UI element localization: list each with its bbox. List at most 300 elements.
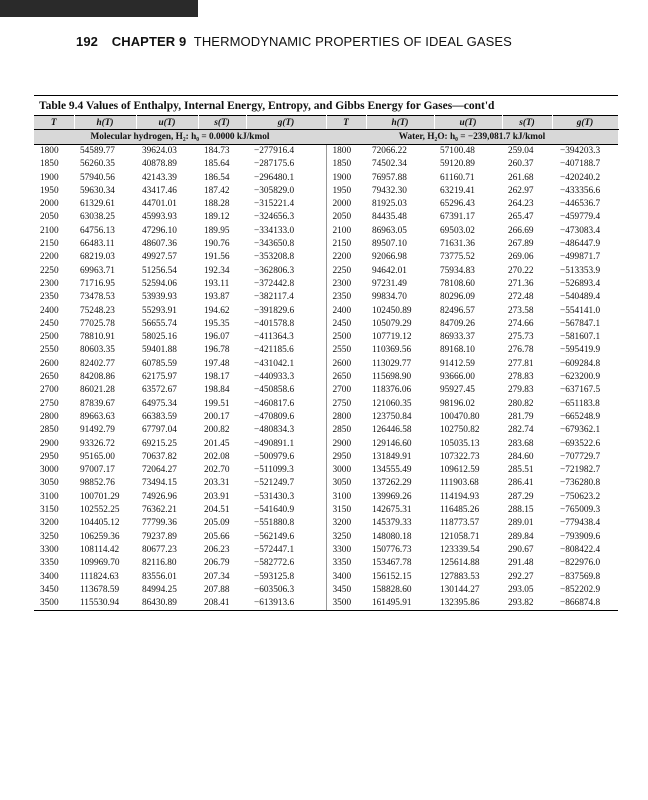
- table-cell: −609284.8: [560, 358, 601, 369]
- table-cell: 84709.26: [440, 318, 475, 329]
- table-cell: 292.27: [508, 571, 534, 582]
- table-cell: 89168.10: [440, 345, 475, 356]
- table-cell: 86021.28: [80, 385, 115, 396]
- page-header: [76, 34, 512, 49]
- table-cell: 3400: [326, 571, 366, 584]
- table-cell: 110369.56: [372, 345, 412, 356]
- table-cell: 48607.36: [142, 239, 177, 250]
- table-cell: 73494.15: [142, 478, 177, 489]
- table-cell: −486447.9: [560, 239, 601, 250]
- table-cell: 121060.35: [372, 398, 412, 409]
- table-cell: −420240.2: [560, 172, 601, 183]
- table-cell: 207.34: [204, 571, 230, 582]
- table-cell: −372442.8: [254, 278, 295, 289]
- table-cell: 43417.46: [142, 185, 177, 196]
- table-cell: 2000: [326, 198, 366, 211]
- table-cell: 2800: [326, 411, 366, 424]
- table-cell: 129146.60: [372, 438, 412, 449]
- table-cell: −521249.7: [254, 478, 295, 489]
- table-cell: 1800: [326, 145, 366, 159]
- table-cell: 262.97: [508, 185, 534, 196]
- table-cell: 64975.34: [142, 398, 177, 409]
- table-cell: −541640.9: [254, 505, 295, 516]
- table-cell: 111903.68: [440, 478, 479, 489]
- table-cell: −287175.6: [254, 159, 295, 170]
- table-cell: 74502.34: [372, 159, 407, 170]
- table-cell: 1800: [40, 146, 59, 156]
- table-cell: 2650: [326, 371, 366, 384]
- table-row: [34, 597, 618, 610]
- table-cell: 2300: [40, 278, 59, 289]
- table-cell: 186.54: [204, 172, 230, 183]
- table-cell: −362806.3: [254, 265, 295, 276]
- table-cell: 3100: [40, 491, 59, 502]
- table-cell: 45993.93: [142, 212, 177, 223]
- table-cell: 91492.79: [80, 425, 115, 436]
- table-cell: 2950: [40, 451, 59, 462]
- table-cell: 287.29: [508, 491, 534, 502]
- table-cell: 100470.80: [440, 411, 480, 422]
- table-cell: 156152.15: [372, 571, 412, 582]
- table-cell: −391829.6: [254, 305, 295, 316]
- table-cell: −490891.1: [254, 438, 295, 449]
- table-cell: −473083.4: [560, 225, 601, 236]
- table-cell: 2150: [40, 239, 59, 250]
- table-cell: −526893.4: [560, 278, 601, 289]
- table-row: [34, 158, 618, 171]
- table-cell: 134555.49: [372, 465, 412, 476]
- table-cell: −866874.8: [560, 598, 601, 609]
- table-cell: −540489.4: [560, 292, 601, 303]
- table-cell: 79432.30: [372, 185, 407, 196]
- table-cell: −470809.6: [254, 411, 295, 422]
- table-cell: 205.66: [204, 531, 230, 542]
- table-row: [34, 211, 618, 224]
- table-row: [34, 198, 618, 211]
- table-cell: 89507.10: [372, 239, 407, 250]
- table-cell: 188.28: [204, 199, 230, 210]
- table-cell: 123750.84: [372, 411, 412, 422]
- table-cell: −513353.9: [560, 265, 601, 276]
- table-cell: 59120.89: [440, 159, 475, 170]
- column-header: s(T): [502, 116, 552, 130]
- table-cell: 59630.34: [80, 185, 115, 196]
- table-cell: −334133.0: [254, 225, 295, 236]
- table-cell: −431042.1: [254, 358, 295, 369]
- table-cell: 291.48: [508, 558, 534, 569]
- table-cell: 1950: [40, 185, 59, 196]
- table-cell: 3450: [40, 584, 59, 595]
- table-cell: 3450: [326, 584, 366, 597]
- table-cell: −401578.8: [254, 318, 295, 329]
- table-cell: −707729.7: [560, 451, 601, 462]
- table-cell: 78810.91: [80, 332, 115, 343]
- table-cell: 278.83: [508, 372, 534, 383]
- table-cell: 3300: [40, 544, 59, 555]
- table-cell: 71716.95: [80, 278, 115, 289]
- table-cell: −572447.1: [254, 544, 295, 555]
- table-cell: 109612.59: [440, 465, 480, 476]
- table-cell: 284.60: [508, 451, 534, 462]
- table-cell: 94642.01: [372, 265, 407, 276]
- table-cell: 202.70: [204, 465, 230, 476]
- table-cell: 63038.25: [80, 212, 115, 223]
- column-header: T: [326, 116, 366, 130]
- table-cell: 285.51: [508, 465, 534, 476]
- table-cell: −324656.3: [254, 212, 295, 223]
- table-cell: −808422.4: [560, 544, 601, 555]
- table-cell: 1850: [326, 158, 366, 171]
- table-cell: −459779.4: [560, 212, 601, 223]
- chapter-label: CHAPTER 9: [111, 34, 187, 49]
- table-cell: 161495.91: [372, 598, 412, 609]
- table-cell: 190.76: [204, 239, 230, 250]
- table-cell: 80603.35: [80, 345, 115, 356]
- table-cell: 44701.01: [142, 199, 177, 210]
- table-cell: 3300: [326, 544, 366, 557]
- table-cell: 1900: [326, 172, 366, 185]
- page-number: 192: [76, 34, 98, 49]
- table-cell: 2700: [40, 385, 59, 396]
- table-cell: 200.82: [204, 425, 230, 436]
- table-cell: −603506.3: [254, 584, 295, 595]
- table-cell: −407188.7: [560, 159, 601, 170]
- table-caption: Table 9.4 Values of Enthalpy, Internal Energy, Entropy, and Gibbs Energy for Gases—cont'd: [39, 100, 495, 112]
- table-cell: 123339.54: [440, 544, 480, 555]
- table-cell: 286.41: [508, 478, 534, 489]
- table-cell: 153467.78: [372, 558, 412, 569]
- table-row: [34, 557, 618, 570]
- table-row: [34, 584, 618, 597]
- table-cell: 73478.53: [80, 292, 115, 303]
- table-cell: 270.22: [508, 265, 534, 276]
- table-row: [34, 477, 618, 490]
- table-cell: −446536.7: [560, 199, 601, 210]
- table-cell: 282.74: [508, 425, 534, 436]
- table-cell: 189.12: [204, 212, 230, 223]
- column-header: s(T): [198, 116, 246, 130]
- table-cell: 111824.63: [80, 571, 119, 582]
- data-table-container: [34, 95, 618, 611]
- table-cell: 2050: [326, 211, 366, 224]
- table-cell: 107719.12: [372, 332, 412, 343]
- table-cell: 2400: [326, 305, 366, 318]
- table-cell: 203.31: [204, 478, 230, 489]
- table-row: [34, 305, 618, 318]
- table-cell: 158828.60: [372, 584, 412, 595]
- table-cell: 86963.05: [372, 225, 407, 236]
- table-row: [34, 265, 618, 278]
- table-cell: 196.07: [204, 332, 230, 343]
- table-cell: 2950: [326, 451, 366, 464]
- table-cell: −736280.8: [560, 478, 601, 489]
- table-cell: 83556.01: [142, 571, 177, 582]
- table-cell: 108114.42: [80, 544, 120, 555]
- table-cell: 2550: [326, 344, 366, 357]
- table-cell: 82402.77: [80, 358, 115, 369]
- table-cell: −551880.8: [254, 518, 295, 529]
- table-cell: −822976.0: [560, 558, 601, 569]
- table-cell: 261.68: [508, 172, 534, 183]
- table-cell: −562149.6: [254, 531, 295, 542]
- table-cell: 127883.53: [440, 571, 480, 582]
- table-row: [34, 544, 618, 557]
- table-cell: 142675.31: [372, 505, 412, 516]
- column-header: u(T): [434, 116, 502, 130]
- table-cell: 2350: [40, 292, 59, 303]
- top-header-bar: [0, 0, 198, 17]
- table-cell: 2500: [40, 332, 59, 343]
- column-header: T: [34, 116, 74, 130]
- table-row: [34, 571, 618, 584]
- table-cell: 49927.57: [142, 252, 177, 263]
- table-cell: 290.67: [508, 544, 534, 555]
- table-cell: 82496.57: [440, 305, 475, 316]
- table-cell: −305829.0: [254, 185, 295, 196]
- table-cell: 77025.78: [80, 318, 115, 329]
- table-cell: 276.78: [508, 345, 534, 356]
- table-cell: 187.42: [204, 185, 230, 196]
- table-cell: 293.82: [508, 598, 534, 609]
- table-cell: 2850: [40, 425, 59, 436]
- table-cell: 289.84: [508, 531, 534, 542]
- table-cell: 2000: [40, 199, 59, 210]
- table-cell: 3000: [40, 465, 59, 476]
- table-cell: 121058.71: [440, 531, 480, 542]
- table-row: [34, 398, 618, 411]
- table-cell: 86430.89: [142, 598, 177, 609]
- table-cell: 98196.02: [440, 398, 475, 409]
- properties-table: [34, 115, 619, 610]
- table-cell: 61329.61: [80, 199, 115, 210]
- table-cell: −793909.6: [560, 531, 601, 542]
- table-cell: −779438.4: [560, 518, 601, 529]
- table-cell: 102750.82: [440, 425, 480, 436]
- water-group-header: Water, H₂O: h₀ = −239,081.7 kJ/kmol: [326, 130, 618, 145]
- table-cell: −679362.1: [560, 425, 601, 436]
- table-cell: 100701.29: [80, 491, 120, 502]
- table-cell: 1950: [326, 185, 366, 198]
- table-cell: 132395.86: [440, 598, 480, 609]
- table-cell: 2550: [40, 345, 59, 356]
- table-cell: 75248.23: [80, 305, 115, 316]
- table-cell: 2400: [40, 305, 59, 316]
- table-cell: −581607.1: [560, 332, 601, 343]
- table-cell: 66383.59: [142, 411, 177, 422]
- table-cell: 2500: [326, 331, 366, 344]
- table-row: [34, 464, 618, 477]
- table-cell: 84208.86: [80, 372, 115, 383]
- table-cell: 2250: [326, 265, 366, 278]
- table-cell: 197.48: [204, 358, 230, 369]
- table-row: [34, 318, 618, 331]
- table-cell: 145379.33: [372, 518, 412, 529]
- table-cell: 80296.09: [440, 292, 475, 303]
- table-cell: 208.41: [204, 598, 230, 609]
- table-cell: 102552.25: [80, 505, 120, 516]
- table-cell: 3200: [326, 517, 366, 530]
- table-cell: 87839.67: [80, 398, 115, 409]
- table-cell: −837569.8: [560, 571, 601, 582]
- table-cell: 54589.77: [80, 146, 115, 156]
- table-row: [34, 238, 618, 251]
- table-row: [34, 344, 618, 357]
- table-cell: 104405.12: [80, 518, 120, 529]
- table-row: [34, 358, 618, 371]
- table-cell: 184.73: [204, 146, 230, 156]
- table-cell: 3400: [40, 571, 59, 582]
- table-cell: −765009.3: [560, 505, 601, 516]
- table-cell: 185.64: [204, 159, 230, 170]
- table-cell: 2600: [326, 358, 366, 371]
- table-cell: 64756.13: [80, 225, 115, 236]
- table-cell: 2300: [326, 278, 366, 291]
- table-cell: 269.06: [508, 252, 534, 263]
- table-cell: 206.79: [204, 558, 230, 569]
- table-cell: 74926.96: [142, 491, 177, 502]
- table-cell: −511099.3: [254, 465, 294, 476]
- column-header: u(T): [136, 116, 198, 130]
- table-cell: −623200.9: [560, 372, 601, 383]
- table-cell: 42143.39: [142, 172, 177, 183]
- table-cell: 72064.27: [142, 465, 177, 476]
- table-cell: 279.83: [508, 385, 534, 396]
- table-cell: 148080.18: [372, 531, 412, 542]
- table-cell: −531430.3: [254, 491, 295, 502]
- table-cell: −852202.9: [560, 584, 601, 595]
- table-cell: 207.88: [204, 584, 230, 595]
- column-header-row: [34, 116, 618, 130]
- table-cell: 277.81: [508, 358, 534, 369]
- table-cell: −440933.3: [254, 372, 295, 383]
- hydrogen-group-header: Molecular hydrogen, H₂: h₀ = 0.0000 kJ/kmol: [34, 130, 326, 145]
- table-cell: 78108.60: [440, 278, 475, 289]
- table-cell: 60785.59: [142, 358, 177, 369]
- table-cell: 2100: [326, 225, 366, 238]
- table-cell: 95927.45: [440, 385, 475, 396]
- table-cell: 280.82: [508, 398, 534, 409]
- table-cell: 3200: [40, 518, 59, 529]
- table-cell: 76957.88: [372, 172, 407, 183]
- table-cell: 131849.91: [372, 451, 412, 462]
- table-cell: −567847.1: [560, 318, 601, 329]
- table-cell: 71631.36: [440, 239, 475, 250]
- column-header: h(T): [74, 116, 136, 130]
- table-row: [34, 491, 618, 504]
- table-row: [34, 371, 618, 384]
- table-cell: 126446.58: [372, 425, 412, 436]
- table-cell: 89663.63: [80, 411, 115, 422]
- table-cell: 192.34: [204, 265, 230, 276]
- table-cell: 201.45: [204, 438, 230, 449]
- table-cell: −613913.6: [254, 598, 295, 609]
- table-cell: 139969.26: [372, 491, 412, 502]
- table-cell: 2850: [326, 424, 366, 437]
- table-cell: 97007.17: [80, 465, 115, 476]
- table-cell: 3100: [326, 491, 366, 504]
- table-cell: 194.62: [204, 305, 230, 316]
- table-cell: 109969.70: [80, 558, 120, 569]
- table-cell: 193.11: [204, 278, 230, 289]
- table-cell: 271.36: [508, 278, 534, 289]
- table-cell: 102450.89: [372, 305, 412, 316]
- table-cell: 273.58: [508, 305, 534, 316]
- table-row: [34, 172, 618, 185]
- table-cell: 266.69: [508, 225, 534, 236]
- table-cell: 106259.36: [80, 531, 120, 542]
- table-cell: 66483.11: [80, 239, 115, 250]
- table-cell: 191.56: [204, 252, 230, 263]
- table-cell: −433356.6: [560, 185, 601, 196]
- table-cell: −421185.6: [254, 345, 294, 356]
- table-cell: 289.01: [508, 518, 534, 529]
- table-row: [34, 331, 618, 344]
- table-cell: 118773.57: [440, 518, 480, 529]
- table-cell: −382117.4: [254, 292, 294, 303]
- table-cell: 203.91: [204, 491, 230, 502]
- table-row: [34, 438, 618, 451]
- table-cell: 2350: [326, 291, 366, 304]
- table-cell: 1850: [40, 159, 59, 170]
- table-cell: −480834.3: [254, 425, 295, 436]
- group-header-row: [34, 130, 618, 145]
- table-cell: 196.78: [204, 345, 230, 356]
- table-cell: 260.37: [508, 159, 534, 170]
- table-cell: −750623.2: [560, 491, 601, 502]
- table-cell: 2800: [40, 411, 59, 422]
- table-cell: 99834.70: [372, 292, 407, 303]
- table-cell: 264.23: [508, 199, 534, 210]
- table-cell: 2750: [40, 398, 59, 409]
- table-row: [34, 517, 618, 530]
- table-cell: 84435.48: [372, 212, 407, 223]
- table-cell: 56655.74: [142, 318, 177, 329]
- table-cell: 2900: [40, 438, 59, 449]
- table-cell: 2250: [40, 265, 59, 276]
- table-row: [34, 424, 618, 437]
- table-cell: −554141.0: [560, 305, 601, 316]
- table-cell: 265.47: [508, 212, 534, 223]
- table-cell: 259.04: [508, 146, 534, 156]
- table-cell: 150776.73: [372, 544, 412, 555]
- table-cell: 272.48: [508, 292, 534, 303]
- table-cell: 2450: [326, 318, 366, 331]
- table-cell: 198.84: [204, 385, 230, 396]
- table-cell: 130144.27: [440, 584, 480, 595]
- table-cell: 77799.36: [142, 518, 177, 529]
- table-cell: 3050: [326, 477, 366, 490]
- table-cell: 2200: [40, 252, 59, 263]
- table-cell: −500979.6: [254, 451, 295, 462]
- table-cell: 274.66: [508, 318, 534, 329]
- table-cell: 107322.73: [440, 451, 480, 462]
- table-cell: −593125.8: [254, 571, 295, 582]
- table-cell: 86933.37: [440, 332, 475, 343]
- table-cell: 39624.03: [142, 146, 177, 156]
- column-header: g(T): [246, 116, 326, 130]
- table-cell: 105079.29: [372, 318, 412, 329]
- table-cell: 283.68: [508, 438, 534, 449]
- table-cell: 115698.90: [372, 372, 412, 383]
- table-cell: 2150: [326, 238, 366, 251]
- table-cell: 80677.23: [142, 544, 177, 555]
- table-cell: 61160.71: [440, 172, 475, 183]
- table-cell: 195.35: [204, 318, 230, 329]
- table-cell: 55293.91: [142, 305, 177, 316]
- table-cell: 288.15: [508, 505, 534, 516]
- table-cell: 113029.77: [372, 358, 412, 369]
- table-cell: 267.89: [508, 239, 534, 250]
